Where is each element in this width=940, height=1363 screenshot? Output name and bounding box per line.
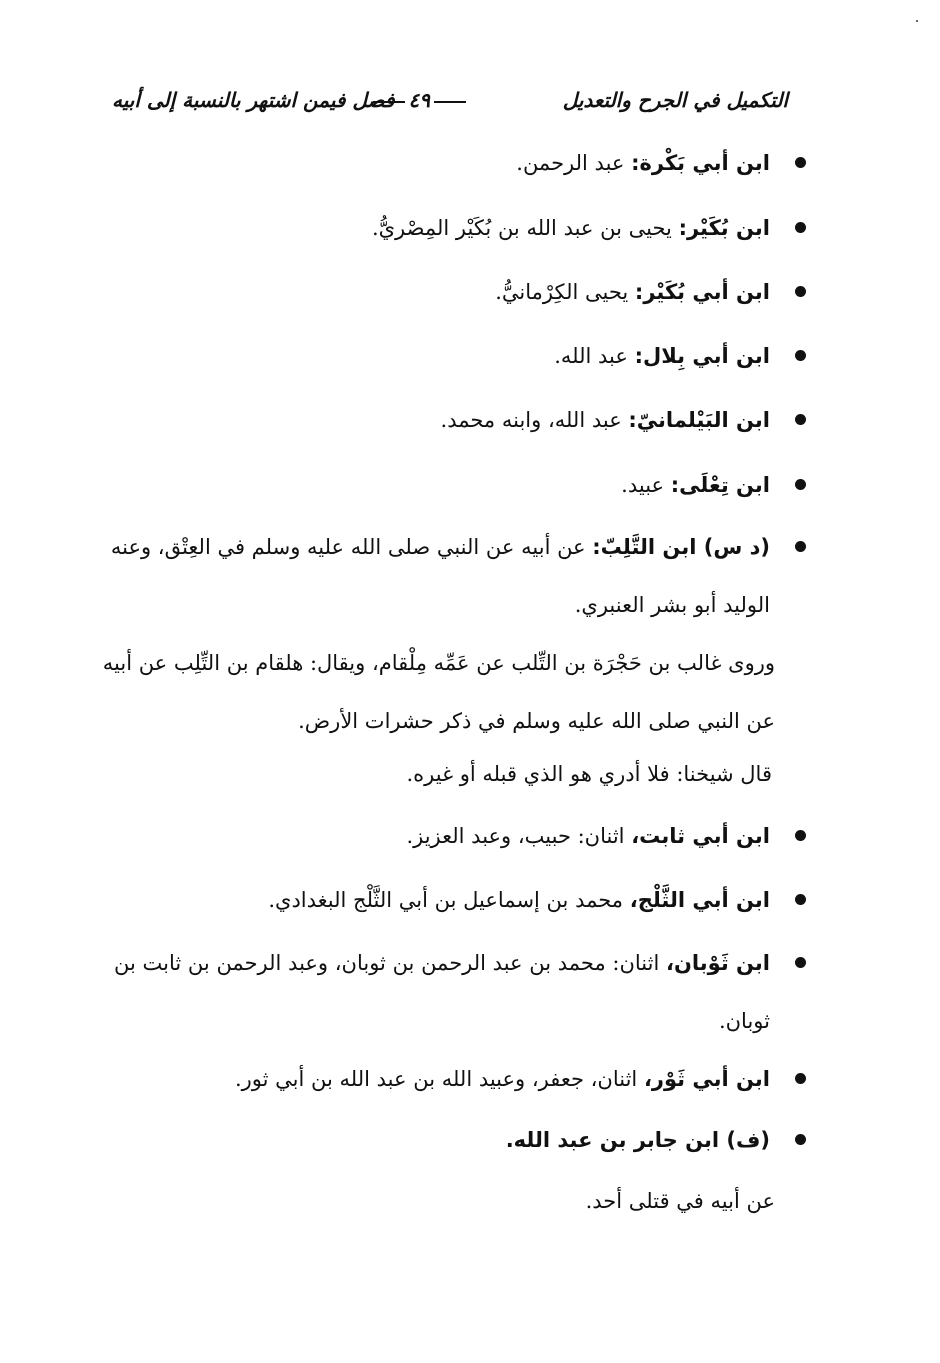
book-title: التكميل في الجرح والتعديل: [562, 88, 788, 112]
entry-text: عن أبيه عن النبي صلى الله عليه وسلم في العِتْق، وعنه الوليد أبو بشر العنبري.: [110, 535, 770, 617]
entry-name: ابن أبي بَكْرة:: [631, 151, 770, 175]
bullet-icon: [795, 157, 806, 168]
entry-name: ابن أبي الثَّلْج،: [629, 888, 770, 912]
section-title: فصل فيمن اشتهر بالنسبة إلى أبيه: [112, 88, 395, 112]
entry: [235, 1063, 770, 1095]
bullet-icon: [795, 414, 806, 425]
entry-name: ابن بُكَيْر:: [678, 216, 770, 240]
entry-text: عبد الرحمن.: [516, 151, 632, 175]
entry-name: ابن أبي ثابت،: [631, 824, 770, 848]
bullet-icon: [795, 830, 806, 841]
bullet-icon: [795, 1134, 806, 1145]
entry-text: اثنان: حبيب، وعبد العزيز.: [406, 824, 632, 848]
entry: [268, 884, 770, 916]
entry-text: عبيد.: [621, 473, 671, 497]
entry: [516, 147, 770, 179]
entry: [554, 340, 770, 372]
entry: [495, 276, 770, 308]
entry-name: (د س) ابن التَّلِبّ:: [592, 535, 770, 559]
bullet-icon: [795, 286, 806, 297]
paragraph: قال شيخنا: فلا أدري هو الذي قبله أو غيره.: [406, 762, 772, 786]
bullet-icon: [795, 350, 806, 361]
entry-name: ابن أبي ثَوْر،: [643, 1067, 770, 1091]
entry-name: ابن أبي بُكَيْر:: [634, 280, 770, 304]
bullet-icon: [795, 1073, 806, 1084]
entry: [621, 469, 770, 501]
entry-text: محمد بن إسماعيل بن أبي الثَّلْج البغدادي.: [268, 888, 630, 912]
entry: [372, 212, 770, 244]
entry-name: (ف) ابن جابر بن عبد الله.: [505, 1128, 770, 1152]
entry: [100, 934, 770, 1050]
scan-speck: [916, 20, 918, 22]
entry-text: اثنان: محمد بن عبد الرحمن بن ثوبان، وعبد الرحمن بن ثابت بن ثوبان.: [114, 951, 770, 1033]
entry-text: عبد الله.: [554, 344, 635, 368]
page-number: ٤٩: [408, 88, 430, 112]
entry: [406, 820, 770, 852]
entry-text: اثنان، جعفر، وعبيد الله بن عبد الله بن أبي ثور.: [234, 1067, 644, 1091]
running-header: [112, 84, 788, 124]
bullet-icon: [795, 957, 806, 968]
bullet-icon: [795, 541, 806, 552]
paragraph: عن أبيه في قتلى أحد.: [585, 1189, 775, 1213]
bullet-icon: [795, 479, 806, 490]
bullet-icon: [795, 222, 806, 233]
bullet-icon: [795, 894, 806, 905]
entry-name: ابن البَيْلمانيّ:: [628, 408, 770, 432]
entry-text: يحيى الكِرْمانيُّ.: [495, 280, 635, 304]
entry: [100, 518, 770, 634]
header-dash: [434, 101, 466, 103]
entry-name: ابن أبي بِلال:: [634, 344, 770, 368]
entry: [441, 404, 770, 436]
entry-text: عبد الله، وابنه محمد.: [440, 408, 629, 432]
entry: [506, 1124, 770, 1156]
entry-name: ابن ثَوْبان،: [665, 951, 770, 975]
paragraph: وروى غالب بن حَجْرَة بن التِّلب عن عَمِّه مِلْقام، ويقال: هلقام بن التِّلِب عن أبيه عن النبي صلى الله عليه وسلم في ذكر حشرات الأرض.: [102, 651, 775, 733]
entry-name: ابن تِعْلَى:: [670, 473, 770, 497]
entry-text: يحيى بن عبد الله بن بُكَيْر المِصْريُّ.: [371, 216, 679, 240]
